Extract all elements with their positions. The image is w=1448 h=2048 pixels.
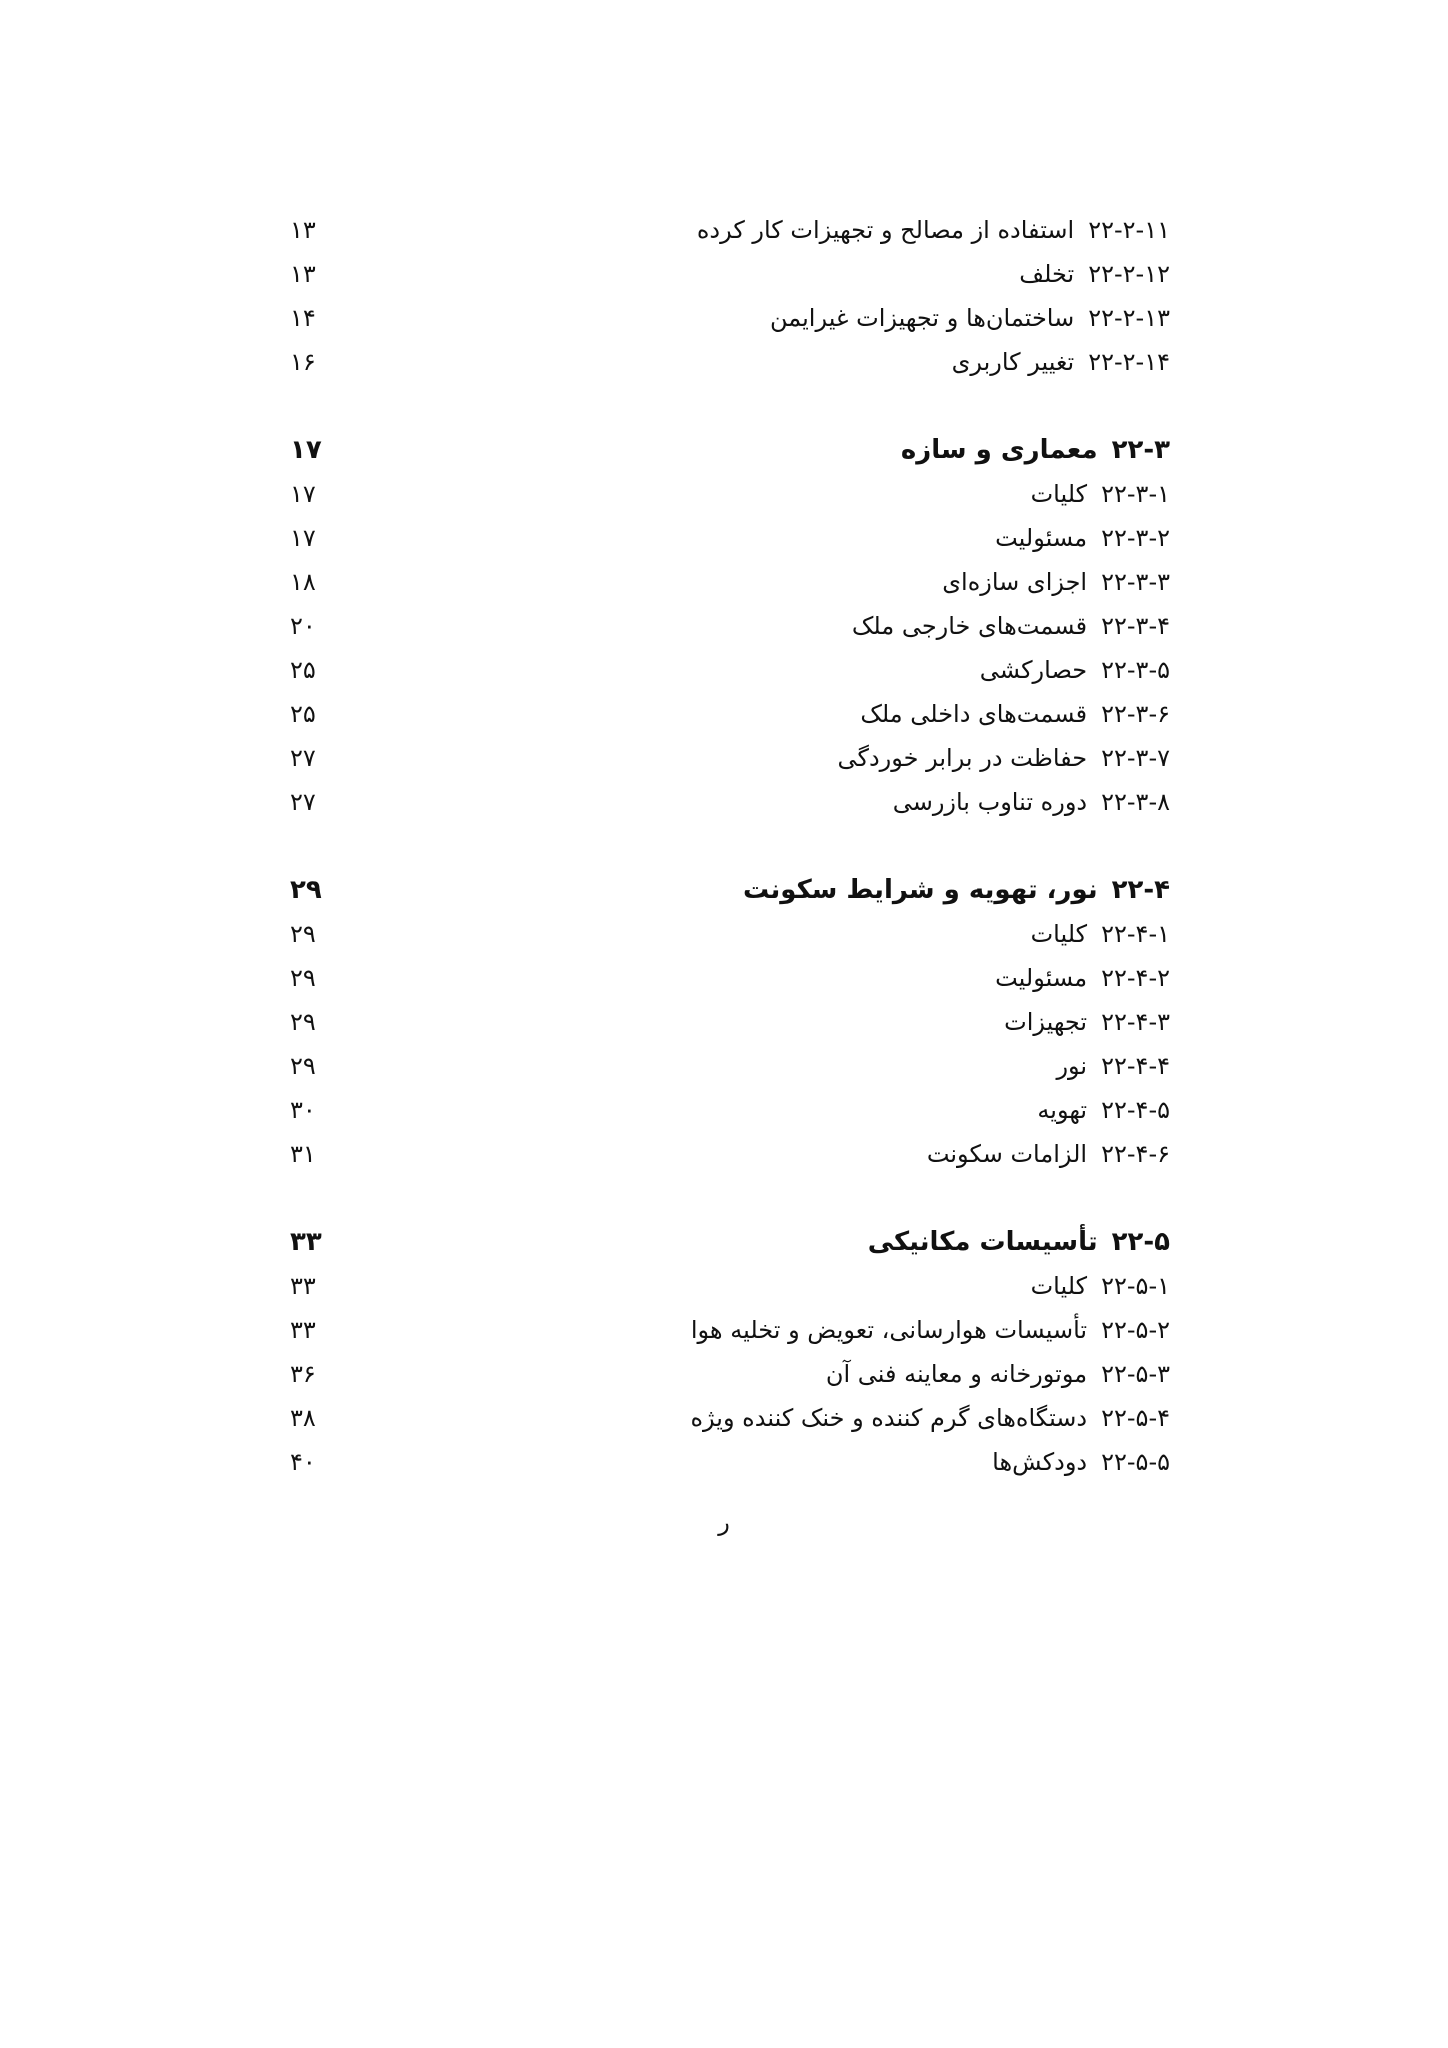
toc-page-number: ۴۰ [290,1448,316,1476]
toc-section-number: ۲۲-۲-۱۲ [1088,260,1170,288]
toc-page-number: ۳۰ [290,1096,316,1124]
toc-page-number: ۱۷ [290,524,316,552]
toc-page-number: ۲۹ [290,964,316,992]
toc-section-title: دودکش‌ها [992,1448,1088,1476]
toc-page-number: ۲۹ [290,1008,316,1036]
toc-entry [290,1308,1170,1352]
toc-page-number: ۲۵ [290,700,316,728]
toc-page-number: ۲۹ [290,920,316,948]
toc-section-number: ۲۲-۳-۸ [1101,788,1170,816]
toc-entry [290,1000,1170,1044]
toc-entry [290,736,1170,780]
toc-entry-text [995,516,1170,560]
toc-entry [290,1088,1170,1132]
toc-section-title: الزامات سکونت [926,1140,1088,1168]
toc-section-number: ۲۲-۳-۳ [1101,568,1170,596]
toc-entry-text [1056,1044,1170,1088]
toc-entry [290,692,1170,736]
toc-entry [290,1264,1170,1308]
toc-entry [290,912,1170,956]
toc-entry [290,956,1170,1000]
toc-entry-text [860,692,1170,736]
toc-entry-text [927,1132,1170,1176]
toc-entry-text [826,1352,1170,1396]
toc-page-number: ۲۹ [290,1052,316,1080]
toc-section-number: ۲۲-۳ [1111,435,1170,465]
toc-section [290,1220,1170,1484]
toc-section-title: قسمت‌های داخلی ملک [860,700,1088,728]
toc-page-number: ۲۰ [290,612,316,640]
toc-entry-text [980,648,1170,692]
toc-section-title: حفاظت در برابر خوردگی [837,744,1088,772]
toc-section-number: ۲۲-۵-۳ [1101,1360,1170,1388]
toc-section-number: ۲۲-۳-۴ [1101,612,1170,640]
toc-page-number: ۳۳ [290,1272,316,1300]
toc-entry-text [1031,1264,1170,1308]
toc-section-number: ۲۲-۳-۶ [1101,700,1170,728]
toc-page-number: ۱۷ [290,480,316,508]
toc-section-title: قسمت‌های خارجی ملک [851,612,1088,640]
toc-entry-text [1019,252,1170,296]
toc-entry [290,296,1170,340]
toc-section-title: دستگاه‌های گرم کننده و خنک کننده ویژه [690,1404,1088,1432]
toc-entry-text [743,868,1170,912]
toc-section-number: ۲۲-۴-۱ [1101,920,1170,948]
toc-section-number: ۲۲-۵-۱ [1101,1272,1170,1300]
toc-entry [290,560,1170,604]
toc-page-number: ۱۴ [290,304,316,332]
toc-page-number: ۲۹ [290,875,322,905]
toc-entry [290,1396,1170,1440]
toc-entry [290,208,1170,252]
toc-section-number: ۲۲-۵ [1111,1227,1170,1257]
toc-entry-text [1031,472,1170,516]
toc-section-number: ۲۲-۲-۱۳ [1088,304,1170,332]
toc-entry-text [992,1440,1170,1484]
toc-page-number: ۱۷ [290,435,322,465]
toc-section-number: ۲۲-۴-۲ [1101,964,1170,992]
toc-page-number: ۲۷ [290,744,316,772]
toc-section-title: تغییر کاربری [951,348,1075,376]
toc-section-title: تجهیزات [1004,1008,1088,1036]
toc-section-number: ۲۲-۴-۶ [1101,1140,1170,1168]
toc-entry-text [690,1396,1170,1440]
toc-page-number: ۱۳ [290,260,316,288]
toc-page-number: ۳۸ [290,1404,316,1432]
toc-section-number: ۲۲-۳-۱ [1101,480,1170,508]
toc-entry [290,780,1170,824]
toc-section-number: ۲۲-۲-۱۱ [1088,216,1170,244]
toc-entry [290,1352,1170,1396]
toc-section [290,208,1170,384]
toc-section-title: موتورخانه و معاینه فنی آن [825,1360,1088,1388]
toc-section-number: ۲۲-۵-۵ [1101,1448,1170,1476]
toc-section-number: ۲۲-۴-۴ [1101,1052,1170,1080]
toc-entry-text [691,1308,1170,1352]
toc-entry-text [995,956,1170,1000]
toc-chapter-heading [290,868,1170,912]
toc-entry [290,1044,1170,1088]
toc-page-number: ۱۸ [290,568,316,596]
toc-section-title: حصارکشی [979,656,1088,684]
toc-page-number: ۳۳ [290,1227,322,1257]
page-number: ر [718,1508,730,1536]
toc-page-number: ۲۷ [290,788,316,816]
toc-entry [290,472,1170,516]
toc-entry-text [770,296,1170,340]
toc-section-number: ۲۲-۳-۷ [1101,744,1170,772]
toc-section [290,868,1170,1176]
toc-section-number: ۲۲-۴ [1111,875,1170,905]
toc-entry-text [1037,1088,1170,1132]
toc-page-number: ۳۳ [290,1316,316,1344]
toc-entry-text [1004,1000,1170,1044]
toc-section-title: تخلف [1019,260,1075,288]
toc-page-number: ۳۱ [290,1140,316,1168]
table-of-contents [290,208,1170,1484]
toc-section-number: ۲۲-۴-۳ [1101,1008,1170,1036]
toc-entry-text [852,604,1170,648]
toc-entry-text [942,560,1170,604]
toc-entry-text [838,736,1170,780]
toc-chapter-heading [290,428,1170,472]
toc-section-number: ۲۲-۳-۵ [1101,656,1170,684]
toc-section-title: دوره تناوب بازرسی [892,788,1088,816]
toc-section-number: ۲۲-۵-۲ [1101,1316,1170,1344]
toc-section-title: تأسیسات هوارسانی، تعویض و تخلیه هوا [690,1316,1088,1344]
toc-entry-text [893,780,1170,824]
toc-section-title: نور، تهویه و شرایط سکونت [743,875,1098,905]
toc-page-number: ۱۳ [290,216,316,244]
toc-entry-text [868,1220,1170,1264]
toc-section-number: ۲۲-۲-۱۴ [1088,348,1170,376]
toc-page-number: ۳۶ [290,1360,316,1388]
toc-section-title: کلیات [1030,920,1088,948]
toc-section-title: استفاده از مصالح و تجهیزات کار کرده [696,216,1075,244]
toc-section-title: نور [1056,1052,1088,1080]
toc-section-number: ۲۲-۴-۵ [1101,1096,1170,1124]
toc-entry-text [1031,912,1170,956]
toc-section [290,428,1170,824]
toc-section-title: کلیات [1030,1272,1088,1300]
toc-page-number: ۱۶ [290,348,316,376]
toc-section-title: تأسیسات مکانیکی [867,1227,1098,1257]
toc-section-title: مسئولیت [995,964,1088,992]
toc-entry-text [952,340,1170,384]
toc-section-number: ۲۲-۳-۲ [1101,524,1170,552]
toc-chapter-heading [290,1220,1170,1264]
toc-entry [290,252,1170,296]
toc-section-title: مسئولیت [995,524,1088,552]
toc-entry [290,516,1170,560]
toc-section-title: اجزای سازه‌ای [942,568,1088,596]
toc-section-title: تهویه [1037,1096,1088,1124]
toc-entry [290,648,1170,692]
toc-entry-text [697,208,1170,252]
toc-entry [290,340,1170,384]
toc-page-number: ۲۵ [290,656,316,684]
toc-entry-text [901,428,1170,472]
toc-entry [290,604,1170,648]
toc-section-title: معماری و سازه [900,435,1098,465]
toc-entry [290,1132,1170,1176]
toc-section-title: ساختمان‌ها و تجهیزات غیرایمن [769,304,1075,332]
toc-section-number: ۲۲-۵-۴ [1101,1404,1170,1432]
toc-entry [290,1440,1170,1484]
toc-section-title: کلیات [1030,480,1088,508]
